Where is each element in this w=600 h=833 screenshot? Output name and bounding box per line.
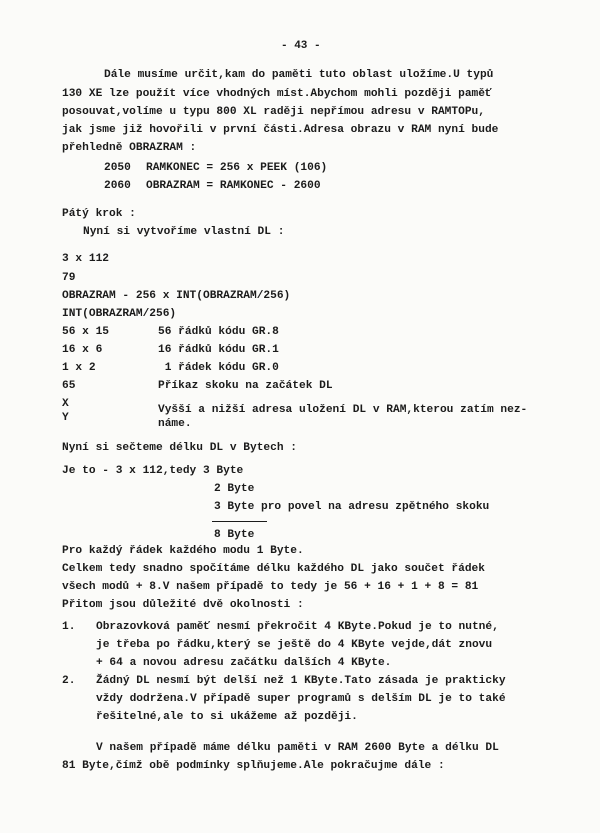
list-marker: 1. <box>62 621 76 633</box>
text-line: posouvat,volíme u typu 800 XL raději nepřímou adresu v RAMTOPu, <box>62 106 485 118</box>
dl-table-right: 56 řádků kódu GR.8 <box>158 326 279 338</box>
sum-heading: Nyní si sečteme délku DL v Bytech : <box>62 442 297 454</box>
list-line: řešitelné,ale to si ukážeme až později. <box>96 711 358 723</box>
dl-table-left: 1 x 2 <box>62 362 96 374</box>
dl-table-left: 65 <box>62 380 76 392</box>
text-line: Celkem tedy snadno spočítáme délku každého DL jako součet řádek <box>62 563 485 575</box>
dl-table-right: náme. <box>158 418 192 430</box>
dl-value: INT(OBRAZRAM/256) <box>62 308 177 320</box>
dl-value: 79 <box>62 272 76 284</box>
list-line: Obrazovková paměť nesmí překročit 4 KByte.Pokud je to nutné, <box>96 621 499 633</box>
code-line-number: 2060 <box>104 180 131 192</box>
dl-table-left: Y <box>62 412 69 424</box>
sum-total: 8 Byte <box>214 529 255 541</box>
step-intro: Nyní si vytvoříme vlastní DL : <box>83 226 285 238</box>
text-line: Přitom jsou důležité dvě okolnosti : <box>62 599 304 611</box>
text-line: V našem případě máme délku paměti v RAM 2600 Byte a délku DL <box>96 742 499 754</box>
list-line: vždy dodržena.V případě super programů s delším DL je to také <box>96 693 506 705</box>
dl-table-right: Příkaz skoku na začátek DL <box>158 380 333 392</box>
text-line: všech modů + 8.V našem případě to tedy je 56 + 16 + 1 + 8 = 81 <box>62 581 479 593</box>
dl-value: 3 x 112 <box>62 253 109 265</box>
sum-line: 3 Byte pro povel na adresu zpětného skoku <box>214 501 490 513</box>
text-line: 81 Byte,čímž obě podmínky splňujeme.Ale pokračujme dále : <box>62 760 445 772</box>
dl-table-left: 56 x 15 <box>62 326 109 338</box>
text-line: Pro každý řádek každého modu 1 Byte. <box>62 545 304 557</box>
list-line: + 64 a novou adresu začátku dalších 4 KByte. <box>96 657 392 669</box>
list-line: je třeba po řádku,který se ještě do 4 KByte vejde,dát znovu <box>96 639 493 651</box>
dl-table-left: X <box>62 398 69 410</box>
text-line: 130 XE lze použít více vhodných míst.Abychom mohli později paměť <box>62 88 492 100</box>
text-line: Dále musíme určit,kam do paměti tuto oblast uložíme.U typů <box>104 69 494 81</box>
code-line-number: 2050 <box>104 162 131 174</box>
list-marker: 2. <box>62 675 76 687</box>
list-line: Žádný DL nesmí být delší než 1 KByte.Tato zásada je prakticky <box>96 675 506 687</box>
text-line: jak jsme již hovořili v první části.Adresa obrazu v RAM nyní bude <box>62 124 499 136</box>
dl-table-right: 16 řádků kódu GR.1 <box>158 344 279 356</box>
page-number: - 43 - <box>281 40 321 52</box>
code-line-text: OBRAZRAM = RAMKONEC - 2600 <box>146 180 321 192</box>
dl-table-right: Vyšší a nižší adresa uložení DL v RAM,kterou zatím nez- <box>158 404 528 416</box>
sum-rule <box>212 521 267 522</box>
dl-table-left: 16 x 6 <box>62 344 103 356</box>
code-line-text: RAMKONEC = 256 x PEEK (106) <box>146 162 328 174</box>
step-heading: Pátý krok : <box>62 208 136 220</box>
dl-table-right: 1 řádek kódu GR.0 <box>158 362 279 374</box>
dl-value: OBRAZRAM - 256 x INT(OBRAZRAM/256) <box>62 290 291 302</box>
sum-line: 2 Byte <box>214 483 255 495</box>
text-line: přehledně OBRAZRAM : <box>62 142 197 154</box>
sum-line: Je to - 3 x 112,tedy 3 Byte <box>62 465 244 477</box>
